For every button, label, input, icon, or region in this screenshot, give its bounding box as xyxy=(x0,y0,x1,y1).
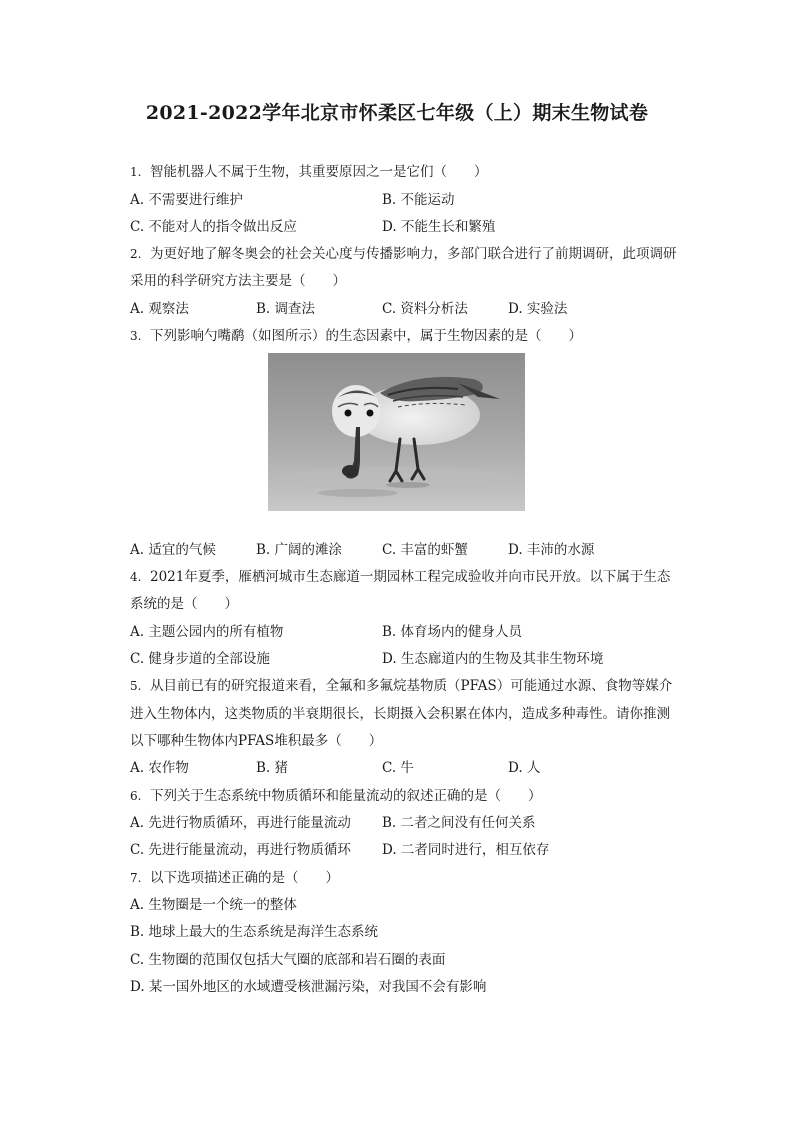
question-number: 2. xyxy=(130,247,142,261)
question-number: 4. xyxy=(130,570,142,584)
question-6-option-b: B. 二者之间没有任何关系 xyxy=(382,815,536,831)
question-6-option-a: A. 先进行物质循环，再进行能量流动 xyxy=(130,815,351,831)
question-4-stem-continued: 系统的是（ ） xyxy=(130,596,238,612)
question-number: 1. xyxy=(130,165,142,179)
spoon-billed-sandpiper-photo xyxy=(268,353,525,511)
question-4-option-b: B. 体育场内的健身人员 xyxy=(382,624,523,640)
question-4-stem: 4. 2021年夏季，雁栖河城市生态廊道一期园林工程完成验收并向市民开放。以下属于生态 xyxy=(130,569,671,585)
question-1-option-b: B. 不能运动 xyxy=(382,192,455,208)
question-number: 5. xyxy=(130,679,142,693)
question-1-stem: 1. 智能机器人不属于生物，其重要原因之一是它们（ ） xyxy=(130,164,488,180)
question-5-stem: 5. 从目前已有的研究报道来看，全氟和多氟烷基物质（PFAS）可能通过水源、食物等媒介 xyxy=(130,678,673,694)
page-title: 2021-2022学年北京市怀柔区七年级（上）期末生物试卷 xyxy=(145,102,649,124)
question-7-option-a: A. 生物圈是一个统一的整体 xyxy=(130,897,297,913)
question-number: 6. xyxy=(130,789,142,803)
question-1-option-a: A. 不需要进行维护 xyxy=(130,192,243,208)
question-3-option-d: D. 丰沛的水源 xyxy=(508,542,595,558)
question-7-option-b: B. 地球上最大的生态系统是海洋生态系统 xyxy=(130,924,379,940)
question-3-stem: 3. 下列影响勺嘴鹬（如图所示）的生态因素中，属于生物因素的是（ ） xyxy=(130,328,582,344)
question-2-option-b: B. 调查法 xyxy=(256,301,316,317)
question-5-option-c: C. 牛 xyxy=(382,760,414,776)
question-5-option-a: A. 农作物 xyxy=(130,760,189,776)
question-1-option-c: C. 不能对人的指令做出反应 xyxy=(130,219,297,235)
question-7-option-d: D. 某一国外地区的水域遭受核泄漏污染，对我国不会有影响 xyxy=(130,979,487,995)
question-5-stem-continued-2: 以下哪种生物体内PFAS堆积最多（ ） xyxy=(130,733,383,749)
question-number: 3. xyxy=(130,329,142,343)
question-2-option-a: A. 观察法 xyxy=(130,301,189,317)
question-7-stem: 7. 以下选项描述正确的是（ ） xyxy=(130,870,339,886)
question-2-option-d: D. 实验法 xyxy=(508,301,568,317)
question-3-option-a: A. 适宜的气候 xyxy=(130,542,216,558)
question-3-option-b: B. 广阔的滩涂 xyxy=(256,542,343,558)
question-6-option-d: D. 二者同时进行，相互依存 xyxy=(382,842,550,858)
question-5-stem-continued-1: 进入生物体内，这类物质的半衰期很长，长期摄入会积累在体内，造成多种毒性。请你推测 xyxy=(130,706,670,722)
question-2-stem: 2. 为更好地了解冬奥会的社会关心度与传播影响力，多部门联合进行了前期调研，此项调研 xyxy=(130,246,677,262)
question-5-option-d: D. 人 xyxy=(508,760,541,776)
question-7-option-c: C. 生物圈的范围仅包括大气圈的底部和岩石圈的表面 xyxy=(130,952,446,968)
question-2-stem-continued: 采用的科学研究方法主要是（ ） xyxy=(130,273,346,289)
question-4-option-c: C. 健身步道的全部设施 xyxy=(130,651,270,667)
question-2-option-c: C. 资料分析法 xyxy=(382,301,468,317)
question-6-option-c: C. 先进行能量流动，再进行物质循环 xyxy=(130,842,351,858)
question-number: 7. xyxy=(130,871,142,885)
question-4-option-a: A. 主题公园内的所有植物 xyxy=(130,624,284,640)
question-4-option-d: D. 生态廊道内的生物及其非生物环境 xyxy=(382,651,604,667)
question-5-option-b: B. 猪 xyxy=(256,760,289,776)
question-3-option-c: C. 丰富的虾蟹 xyxy=(382,542,468,558)
question-6-stem: 6. 下列关于生态系统中物质循环和能量流动的叙述正确的是（ ） xyxy=(130,788,542,804)
question-1-option-d: D. 不能生长和繁殖 xyxy=(382,219,496,235)
